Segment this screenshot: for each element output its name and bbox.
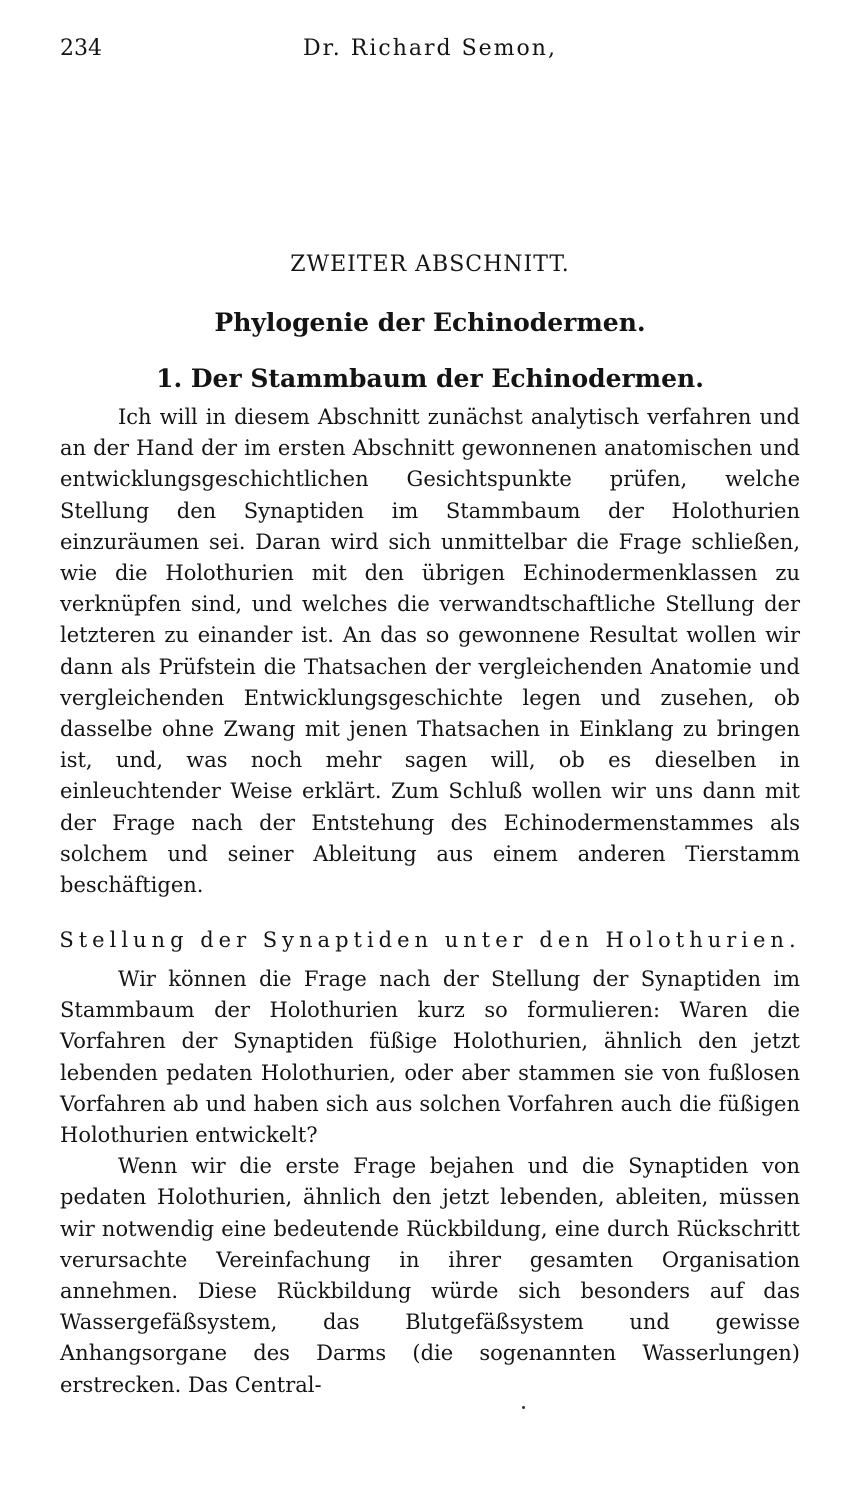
- stray-ink-mark: [522, 1406, 525, 1409]
- subsection-title: 1. Der Stammbaum der Echinodermen.: [156, 364, 704, 393]
- spaced-subheading: Stellung der Synaptiden unter den Holothurien.: [59, 928, 801, 952]
- paragraph-intro: Ich will in diesem Abschnitt zunächst analytisch verfahren und an der Hand der im ersten Abschnitt gewonnenen anatomischen und entwicklungsgeschichtlichen Gesichtspunkte prüfen, welche Stellung den Synaptiden im Stammbaum der Holothurien einzuräumen sei. Daran wird sich unmittelbar die Frage schließen, wie die Holothurien mit den übrigen Echinodermenklassen zu verknüpfen sind, und welches die verwandtschaftliche Stellung der letzteren zu einander ist. An das so gewonnene Resultat wollen wir dann als Prüfstein die Thatsachen der vergleichenden Anatomie und vergleichenden Entwicklungsgeschichte legen und zusehen, ob dasselbe ohne Zwang mit jenen Thatsachen in Einklang zu bringen ist, und, was noch mehr sagen will, ob es dieselben in einleuchtender Weise erklärt. Zum Schluß wollen wir uns dann mit der Frage nach der Entstehung des Echinodermenstammes als solchem und seiner Ableitung aus einem anderen Tierstamm beschäftigen.: [60, 405, 800, 898]
- running-head: [60, 36, 800, 66]
- page-number: 234: [60, 36, 102, 61]
- section-label: ZWEITER ABSCHNITT.: [290, 252, 570, 277]
- paragraph-answer: Wenn wir die erste Frage bejahen und die Synaptiden von pedaten Holothurien, ähnlich den jetzt lebenden, ableiten, müssen wir notwendig eine bedeutende Rückbildung, eine durch Rückschritt verursachte Vereinfachung in ihrer gesamten Organisation annehmen. Diese Rückbildung würde sich besonders auf das Wassergefäßsystem, das Blutgefäßsystem und gewisse Anhangsorgane des Darms (die sogenannten Wasserlungen) erstrecken. Das Central-: [60, 1154, 800, 1397]
- running-title: Dr. Richard Semon,: [303, 36, 557, 61]
- chapter-title: Phylogenie der Echinodermen.: [214, 308, 646, 337]
- paragraph-question: Wir können die Frage nach der Stellung der Synaptiden im Stammbaum der Holothurien kurz so formulieren: Waren die Vorfahren der Synaptiden füßige Holothurien, ähnlich den jetzt lebenden pedaten Holothurien, oder aber stammen sie von fußlosen Vorfahren ab und haben sich aus solchen Vorfahren auch die füßigen Holothurien entwickelt?: [60, 967, 800, 1148]
- body-text-intro: [60, 402, 800, 901]
- body-text-main: [60, 964, 800, 1401]
